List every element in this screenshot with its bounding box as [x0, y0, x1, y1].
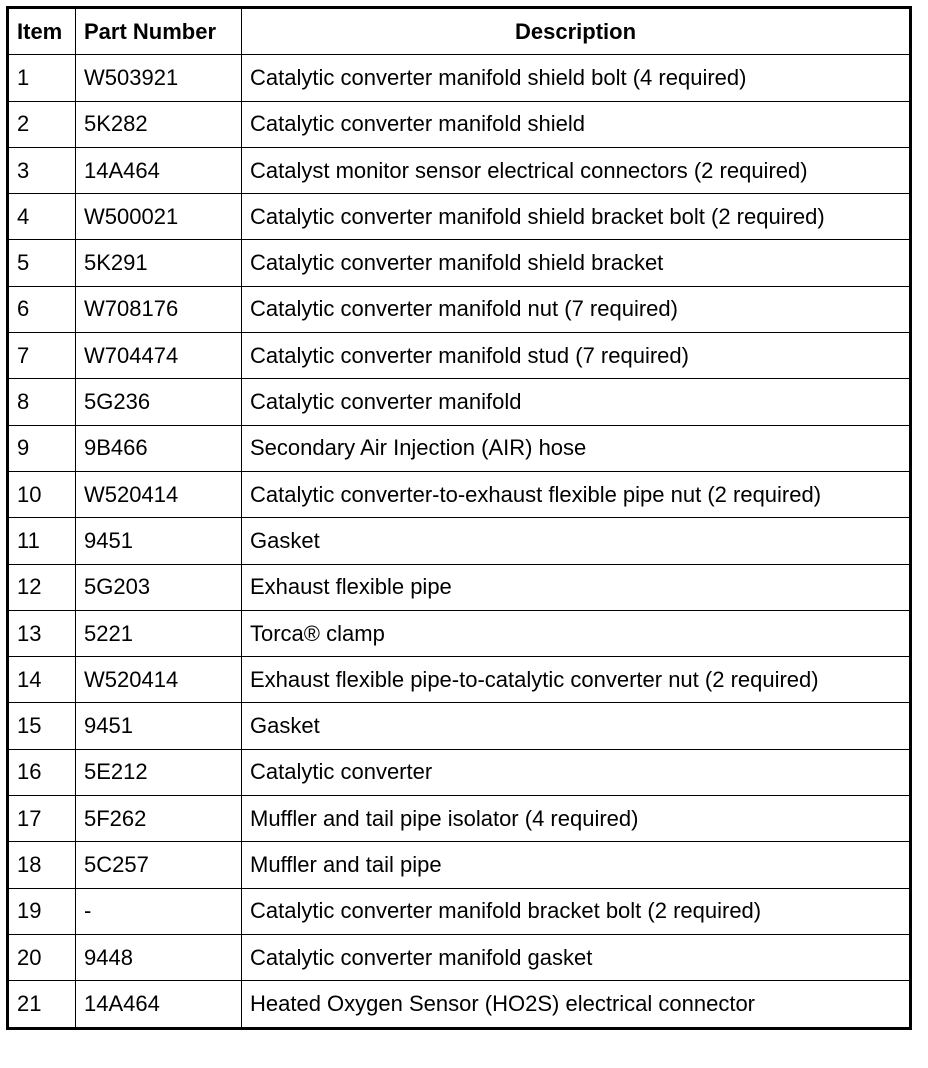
- cell-description: Catalytic converter manifold gasket: [242, 934, 911, 980]
- cell-description: Gasket: [242, 703, 911, 749]
- table-row: [8, 657, 911, 703]
- cell-item: 19: [8, 888, 76, 934]
- cell-description: Catalytic converter manifold bracket bolt (2 required): [242, 888, 911, 934]
- cell-item: 4: [8, 194, 76, 240]
- cell-item: 11: [8, 518, 76, 564]
- cell-part-number: 9451: [76, 518, 242, 564]
- table-row: [8, 610, 911, 656]
- cell-item: 15: [8, 703, 76, 749]
- cell-part-number: 9B466: [76, 425, 242, 471]
- cell-item: 5: [8, 240, 76, 286]
- cell-description: Catalytic converter manifold shield: [242, 101, 911, 147]
- cell-item: 1: [8, 55, 76, 101]
- cell-item: 2: [8, 101, 76, 147]
- cell-part-number: 5F262: [76, 796, 242, 842]
- cell-description: Heated Oxygen Sensor (HO2S) electrical connector: [242, 981, 911, 1028]
- cell-part-number: W520414: [76, 657, 242, 703]
- cell-item: 3: [8, 147, 76, 193]
- parts-table: [6, 6, 912, 1030]
- cell-part-number: 5E212: [76, 749, 242, 795]
- table-row: [8, 749, 911, 795]
- table-row: [8, 564, 911, 610]
- cell-item: 6: [8, 286, 76, 332]
- table-row: [8, 194, 911, 240]
- table-row: [8, 425, 911, 471]
- cell-part-number: -: [76, 888, 242, 934]
- cell-part-number: 5K282: [76, 101, 242, 147]
- cell-part-number: W520414: [76, 471, 242, 517]
- table-row: [8, 379, 911, 425]
- cell-description: Catalytic converter manifold shield bracket bolt (2 required): [242, 194, 911, 240]
- cell-description: Catalytic converter manifold shield bolt (4 required): [242, 55, 911, 101]
- cell-item: 20: [8, 934, 76, 980]
- cell-item: 18: [8, 842, 76, 888]
- cell-description: Catalytic converter manifold shield bracket: [242, 240, 911, 286]
- cell-item: 12: [8, 564, 76, 610]
- cell-description: Torca® clamp: [242, 610, 911, 656]
- cell-item: 10: [8, 471, 76, 517]
- cell-part-number: 9451: [76, 703, 242, 749]
- cell-item: 14: [8, 657, 76, 703]
- cell-description: Muffler and tail pipe isolator (4 required): [242, 796, 911, 842]
- cell-part-number: 14A464: [76, 147, 242, 193]
- cell-description: Exhaust flexible pipe: [242, 564, 911, 610]
- cell-description: Gasket: [242, 518, 911, 564]
- cell-description: Exhaust flexible pipe-to-catalytic converter nut (2 required): [242, 657, 911, 703]
- cell-part-number: W500021: [76, 194, 242, 240]
- cell-item: 16: [8, 749, 76, 795]
- cell-item: 17: [8, 796, 76, 842]
- cell-description: Catalytic converter manifold stud (7 required): [242, 333, 911, 379]
- cell-description: Secondary Air Injection (AIR) hose: [242, 425, 911, 471]
- cell-item: 9: [8, 425, 76, 471]
- table-row: [8, 518, 911, 564]
- column-header-item: Item: [8, 8, 76, 55]
- column-header-part-number: Part Number: [76, 8, 242, 55]
- table-row: [8, 240, 911, 286]
- cell-item: 7: [8, 333, 76, 379]
- table-row: [8, 981, 911, 1028]
- cell-part-number: 5221: [76, 610, 242, 656]
- table-row: [8, 101, 911, 147]
- table-row: [8, 333, 911, 379]
- cell-part-number: 9448: [76, 934, 242, 980]
- table-row: [8, 55, 911, 101]
- parts-table-body: [8, 55, 911, 1028]
- cell-item: 21: [8, 981, 76, 1028]
- cell-part-number: W704474: [76, 333, 242, 379]
- table-row: [8, 703, 911, 749]
- table-row: [8, 796, 911, 842]
- cell-item: 13: [8, 610, 76, 656]
- cell-item: 8: [8, 379, 76, 425]
- cell-part-number: W503921: [76, 55, 242, 101]
- table-row: [8, 471, 911, 517]
- cell-part-number: 5K291: [76, 240, 242, 286]
- table-row: [8, 842, 911, 888]
- table-row: [8, 934, 911, 980]
- cell-part-number: W708176: [76, 286, 242, 332]
- cell-part-number: 5G203: [76, 564, 242, 610]
- cell-description: Catalytic converter manifold: [242, 379, 911, 425]
- table-row: [8, 888, 911, 934]
- cell-description: Catalytic converter-to-exhaust flexible pipe nut (2 required): [242, 471, 911, 517]
- cell-description: Muffler and tail pipe: [242, 842, 911, 888]
- column-header-description: Description: [242, 8, 911, 55]
- cell-part-number: 5C257: [76, 842, 242, 888]
- cell-part-number: 5G236: [76, 379, 242, 425]
- cell-description: Catalyst monitor sensor electrical connectors (2 required): [242, 147, 911, 193]
- cell-part-number: 14A464: [76, 981, 242, 1028]
- table-row: [8, 147, 911, 193]
- table-row: [8, 286, 911, 332]
- cell-description: Catalytic converter manifold nut (7 required): [242, 286, 911, 332]
- table-header-row: [8, 8, 911, 55]
- cell-description: Catalytic converter: [242, 749, 911, 795]
